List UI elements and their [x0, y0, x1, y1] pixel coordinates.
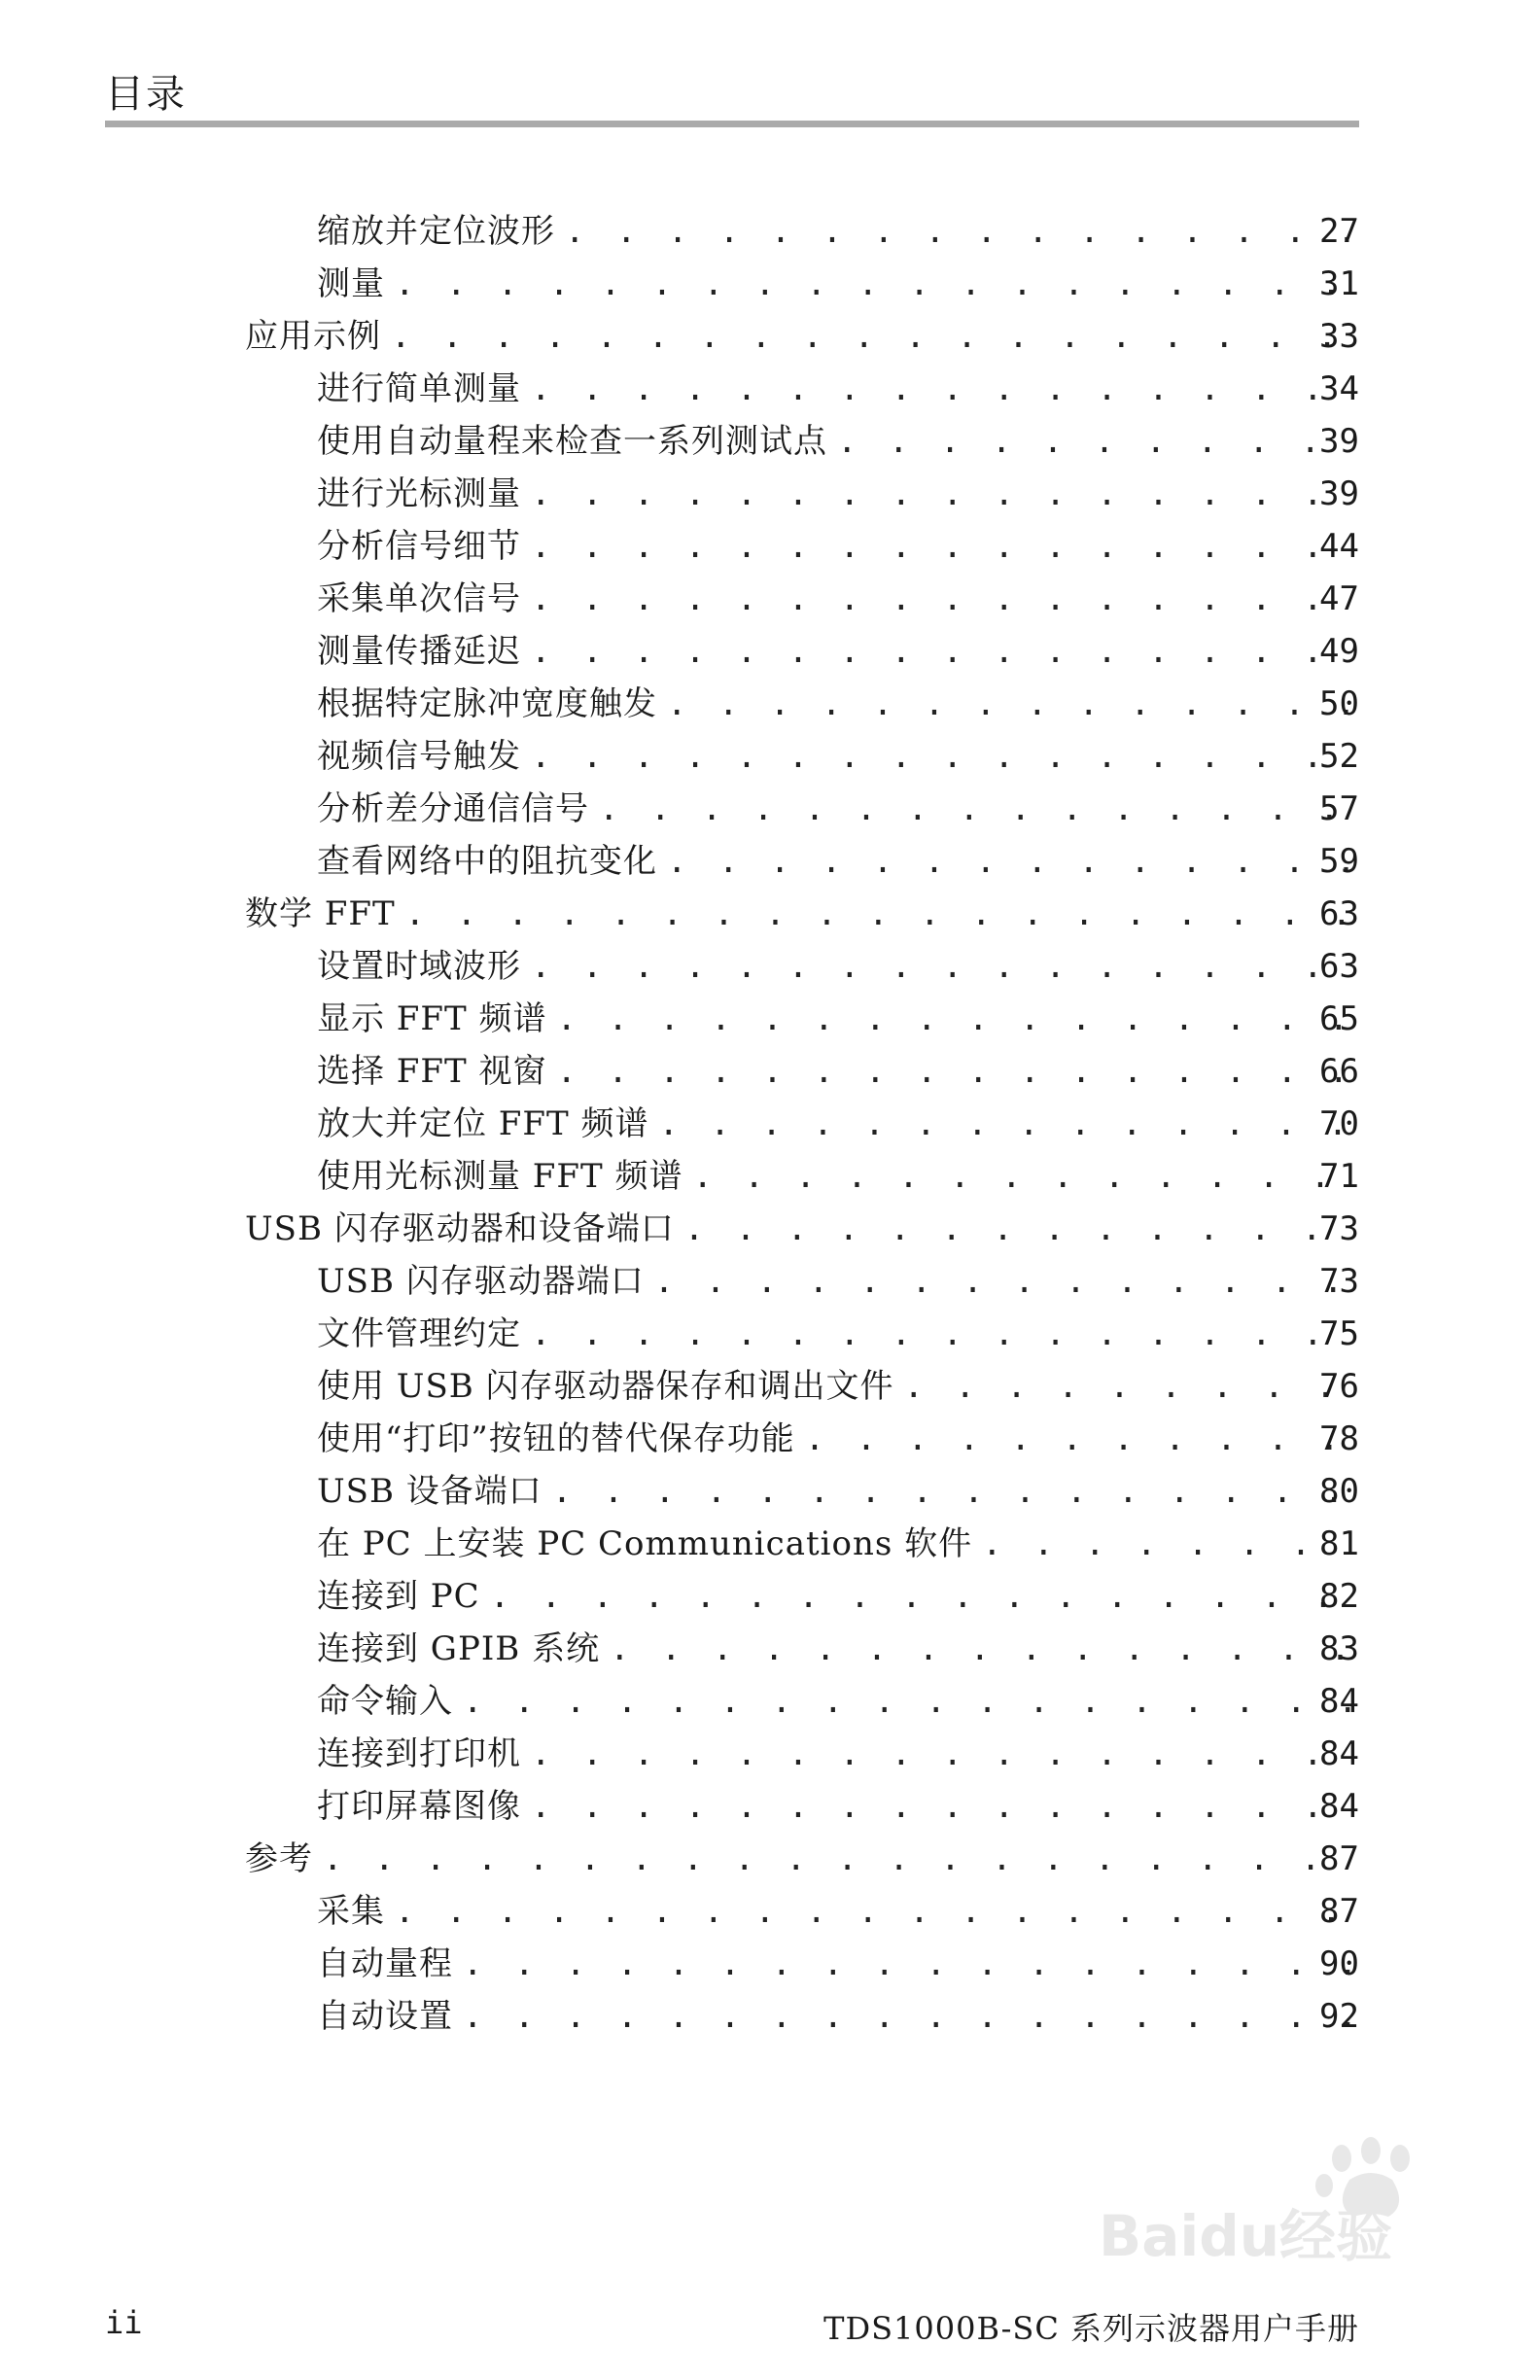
toc-entry-page: 33: [1319, 317, 1359, 356]
toc-entry[interactable]: [317, 1729, 1359, 1779]
toc-entry[interactable]: [317, 521, 1359, 572]
toc-entry[interactable]: [317, 259, 1359, 309]
toc-entry-page: 27: [1319, 212, 1359, 251]
toc-entry-title: 显示 FFT 频谱: [317, 999, 547, 1038]
toc-dot-leader: [904, 1361, 1351, 1412]
toc-entry-title: 连接到打印机: [317, 1734, 521, 1773]
toc-entry[interactable]: [245, 889, 1359, 939]
toc-entry-page: 92: [1319, 1997, 1359, 2036]
toc-dot-leader: [531, 1309, 1351, 1359]
toc-entry-page: 76: [1319, 1367, 1359, 1406]
toc-entry[interactable]: [317, 1781, 1359, 1832]
toc-entry[interactable]: [317, 1991, 1359, 2042]
toc-dot-leader: [654, 1256, 1351, 1307]
toc-entry-title: 选择 FFT 视窗: [317, 1052, 547, 1091]
toc-dot-leader: [531, 364, 1351, 414]
toc-entry-title: 使用“打印”按钮的替代保存功能: [317, 1419, 795, 1458]
toc-entry[interactable]: [317, 574, 1359, 624]
toc-entry-page: 78: [1319, 1419, 1359, 1458]
footer-manual-title: TDS1000B-SC 系列示波器用户手册: [823, 2310, 1359, 2347]
toc-entry[interactable]: [317, 679, 1359, 729]
toc-entry-title: 测量传播延迟: [317, 632, 521, 671]
toc-entry-page: 81: [1319, 1524, 1359, 1563]
toc-entry-title: 使用光标测量 FFT 频谱: [317, 1157, 683, 1196]
toc-entry[interactable]: [317, 1886, 1359, 1937]
toc-entry[interactable]: [317, 1676, 1359, 1727]
toc-entry[interactable]: [317, 1151, 1359, 1202]
toc-dot-leader: [463, 1991, 1351, 2042]
toc-entry[interactable]: [245, 1204, 1359, 1254]
toc-dot-leader: [531, 626, 1351, 677]
toc-entry[interactable]: [317, 941, 1359, 992]
toc-dot-leader: [531, 574, 1351, 624]
toc-entry[interactable]: [317, 1256, 1359, 1307]
toc-entry-title: 进行光标测量: [317, 474, 521, 513]
toc-entry-page: 90: [1319, 1944, 1359, 1983]
toc-entry-page: 57: [1319, 789, 1359, 828]
toc-entry[interactable]: [317, 1046, 1359, 1097]
toc-entry-page: 83: [1319, 1629, 1359, 1668]
toc-dot-leader: [531, 731, 1351, 782]
toc-entry-page: 63: [1319, 947, 1359, 986]
toc-entry-page: 47: [1319, 579, 1359, 618]
toc-entry-page: 39: [1319, 422, 1359, 461]
toc-entry-title: 应用示例: [245, 317, 381, 356]
toc-dot-leader: [565, 206, 1351, 257]
toc-entry[interactable]: [317, 731, 1359, 782]
toc-entry-page: 87: [1319, 1839, 1359, 1878]
toc-entry-page: 73: [1319, 1209, 1359, 1248]
toc-entry-title: 连接到 GPIB 系统: [317, 1629, 601, 1668]
toc-entry[interactable]: [317, 416, 1359, 467]
watermark-text: Baidu经验: [1099, 2203, 1393, 2269]
toc-entry-title: 进行简单测量: [317, 369, 521, 408]
toc-entry[interactable]: [317, 1939, 1359, 1989]
toc-entry-page: 71: [1319, 1157, 1359, 1196]
toc-dot-leader: [667, 836, 1351, 887]
toc-dot-leader: [552, 1466, 1351, 1517]
toc-entry[interactable]: [317, 469, 1359, 519]
toc-dot-leader: [463, 1939, 1351, 1989]
toc-dot-leader: [599, 784, 1351, 834]
toc-dot-leader: [805, 1414, 1351, 1464]
toc-entry[interactable]: [317, 1571, 1359, 1622]
toc-dot-leader: [391, 311, 1351, 362]
toc-entry-page: 52: [1319, 737, 1359, 776]
toc-entry[interactable]: [317, 1414, 1359, 1464]
toc-entry-title: USB 设备端口: [317, 1472, 542, 1511]
toc-entry-title: 查看网络中的阻抗变化: [317, 842, 657, 881]
toc-entry[interactable]: [317, 626, 1359, 677]
toc-entry-title: 在 PC 上安装 PC Communications 软件: [317, 1524, 973, 1563]
toc-entry-page: 63: [1319, 894, 1359, 933]
toc-entry-title: 根据特定脉冲宽度触发: [317, 684, 657, 723]
toc-entry-title: 缩放并定位波形: [317, 212, 555, 251]
toc-entry[interactable]: [317, 1466, 1359, 1517]
toc-entry-page: 73: [1319, 1262, 1359, 1301]
toc-entry-title: 自动设置: [317, 1997, 453, 2036]
baidu-paw-watermark-icon: [1099, 2129, 1449, 2275]
toc-entry-title: 数学 FFT: [245, 894, 396, 933]
toc-entry-title: USB 闪存驱动器和设备端口: [245, 1209, 675, 1248]
toc-entry[interactable]: [317, 1361, 1359, 1412]
toc-dot-leader: [684, 1204, 1351, 1254]
toc-dot-leader: [837, 416, 1351, 467]
toc-entry-page: 87: [1319, 1892, 1359, 1931]
toc-entry[interactable]: [317, 1309, 1359, 1359]
toc-entry-title: 采集单次信号: [317, 579, 521, 618]
toc-entry-page: 66: [1319, 1052, 1359, 1091]
toc-dot-leader: [692, 1151, 1351, 1202]
toc-entry[interactable]: [317, 1624, 1359, 1674]
toc-dot-leader: [531, 941, 1351, 992]
toc-dot-leader: [395, 259, 1351, 309]
toc-entry[interactable]: [245, 311, 1359, 362]
toc-entry-title: 命令输入: [317, 1682, 453, 1721]
toc-dot-leader: [531, 521, 1351, 572]
toc-dot-leader: [490, 1571, 1351, 1622]
toc-entry-page: 31: [1319, 264, 1359, 303]
toc-entry-page: 75: [1319, 1314, 1359, 1353]
toc-entry-title: 测量: [317, 264, 385, 303]
toc-dot-leader: [531, 1781, 1351, 1832]
toc-entry-title: 自动量程: [317, 1944, 453, 1983]
toc-entry-page: 82: [1319, 1577, 1359, 1616]
toc-entry[interactable]: [317, 836, 1359, 887]
toc-entry-page: 34: [1319, 369, 1359, 408]
toc-entry[interactable]: [317, 994, 1359, 1044]
toc-entry[interactable]: [245, 1834, 1359, 1884]
toc-entry-title: 使用自动量程来检查一系列测试点: [317, 422, 827, 461]
toc-entry-title: 分析差分通信信号: [317, 789, 589, 828]
toc-dot-leader: [395, 1886, 1351, 1937]
toc-entry-title: 放大并定位 FFT 频谱: [317, 1104, 649, 1143]
toc-entry-title: 文件管理约定: [317, 1314, 521, 1353]
toc-entry-title: 打印屏幕图像: [317, 1787, 521, 1826]
page-header-title: 目录: [105, 72, 187, 117]
toc-entry-page: 80: [1319, 1472, 1359, 1511]
toc-entry-page: 70: [1319, 1104, 1359, 1143]
toc-dot-leader: [463, 1676, 1351, 1727]
toc-entry-page: 59: [1319, 842, 1359, 881]
toc-entry-title: 采集: [317, 1892, 385, 1931]
toc-entry-title: 使用 USB 闪存驱动器保存和调出文件: [317, 1367, 894, 1406]
toc-dot-leader: [405, 889, 1351, 939]
toc-entry[interactable]: [317, 1519, 1359, 1569]
toc-entry-title: USB 闪存驱动器端口: [317, 1262, 645, 1301]
footer-page-number: ii: [105, 2304, 143, 2341]
toc-entry-page: 44: [1319, 527, 1359, 566]
toc-dot-leader: [323, 1834, 1351, 1884]
toc-entry-title: 设置时域波形: [317, 947, 521, 986]
toc-entry-title: 分析信号细节: [317, 527, 521, 566]
toc-dot-leader: [531, 1729, 1351, 1779]
toc-entry-page: 84: [1319, 1682, 1359, 1721]
toc-dot-leader: [667, 679, 1351, 729]
toc-entry[interactable]: [317, 206, 1359, 257]
toc-entry-title: 连接到 PC: [317, 1577, 480, 1616]
toc-entry-page: 84: [1319, 1787, 1359, 1826]
toc-dot-leader: [556, 994, 1351, 1044]
toc-entry-page: 39: [1319, 474, 1359, 513]
toc-entry-page: 49: [1319, 632, 1359, 671]
toc-entry-title: 视频信号触发: [317, 737, 521, 776]
header-rule: [105, 121, 1359, 127]
toc-entry[interactable]: [317, 784, 1359, 834]
toc-dot-leader: [531, 469, 1351, 519]
toc-entry-page: 84: [1319, 1734, 1359, 1773]
toc-entry-page: 50: [1319, 684, 1359, 723]
toc-entry[interactable]: [317, 1099, 1359, 1149]
toc-dot-leader: [610, 1624, 1351, 1674]
toc-dot-leader: [556, 1046, 1351, 1097]
toc-entry-title: 参考: [245, 1839, 313, 1878]
toc-entry[interactable]: [317, 364, 1359, 414]
toc-dot-leader: [658, 1099, 1351, 1149]
toc-entry-page: 65: [1319, 999, 1359, 1038]
